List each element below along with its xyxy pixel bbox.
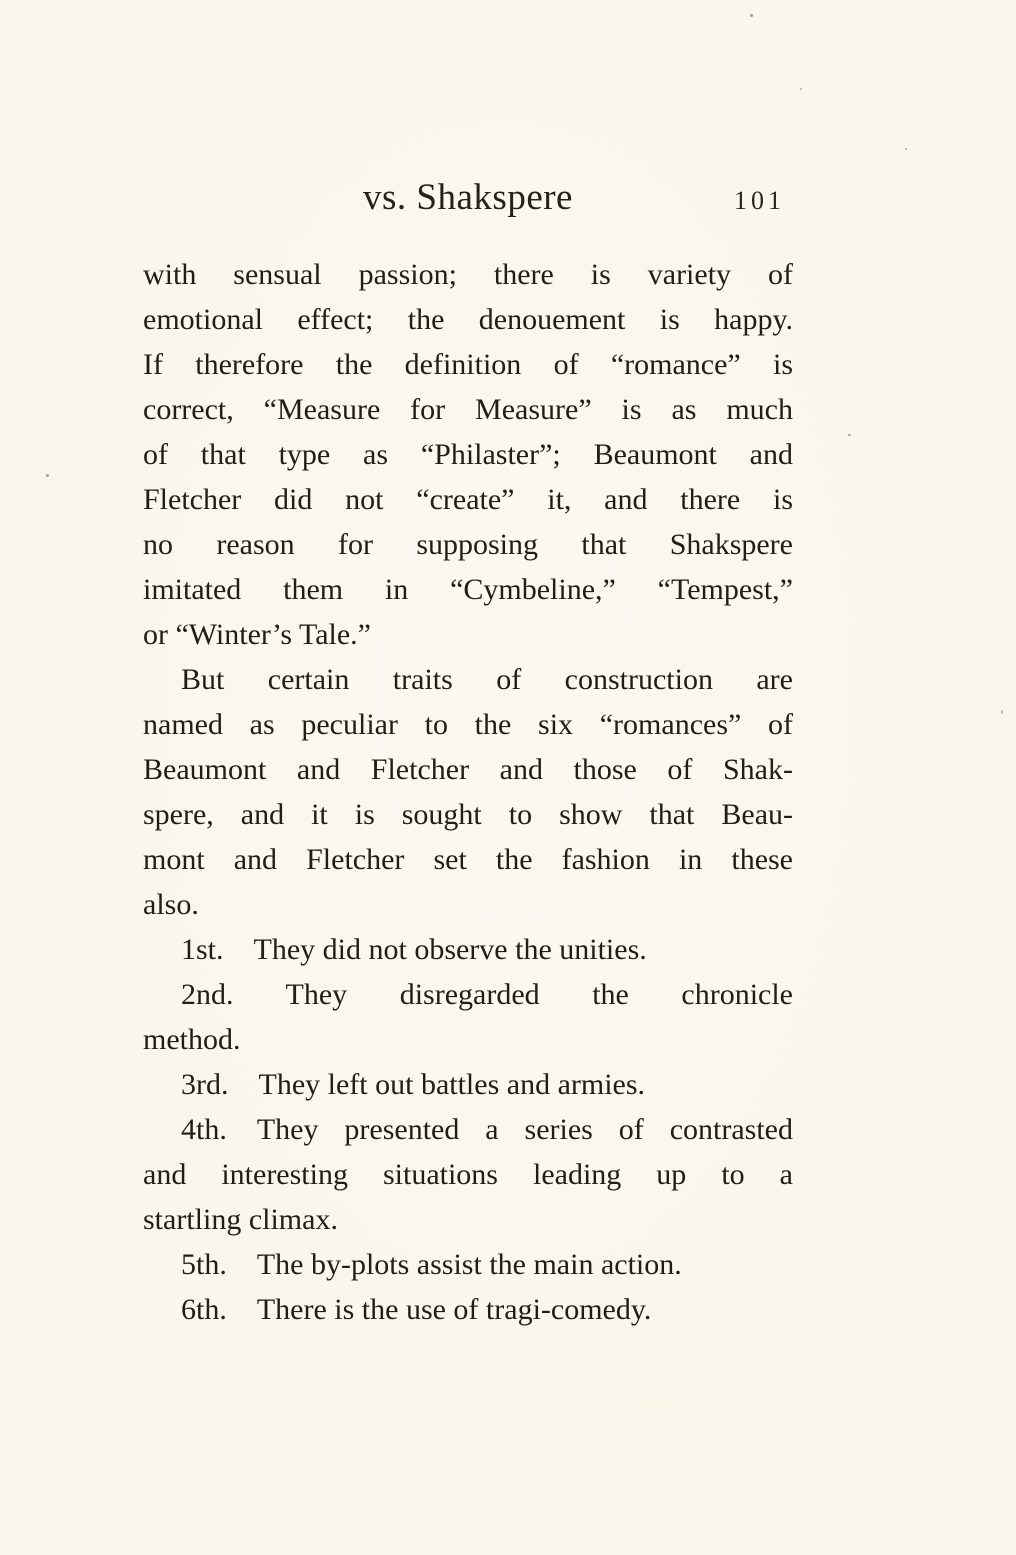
page-title: vs. Shakspere bbox=[363, 177, 573, 218]
text-line: mont and Fletcher set the fashion in these bbox=[143, 843, 793, 876]
text-line: Fletcher did not “create” it, and there is bbox=[143, 483, 793, 516]
text-line: and interesting situations leading up to a bbox=[143, 1158, 793, 1191]
scan-artifact bbox=[1001, 710, 1003, 714]
scan-artifact bbox=[46, 474, 49, 477]
text-line: named as peculiar to the six “romances” of bbox=[143, 708, 793, 741]
text-line: Beaumont and Fletcher and those of Shak- bbox=[143, 753, 793, 786]
text-line: also. bbox=[143, 888, 199, 921]
text-line: emotional effect; the denouement is happy. bbox=[143, 303, 793, 336]
text-line: 4th. They presented a series of contrasted bbox=[181, 1113, 793, 1146]
scan-artifact bbox=[905, 148, 907, 150]
text-line: imitated them in “Cymbeline,” “Tempest,” bbox=[143, 573, 793, 606]
scan-artifact bbox=[750, 14, 753, 17]
text-line: spere, and it is sought to show that Beau- bbox=[143, 798, 793, 831]
text-line: 5th. The by-plots assist the main action. bbox=[181, 1248, 682, 1281]
text-line: or “Winter’s Tale.” bbox=[143, 618, 371, 651]
text-line: If therefore the definition of “romance” is bbox=[143, 348, 793, 381]
scan-artifact bbox=[800, 88, 802, 90]
text-line: of that type as “Philaster”; Beaumont and bbox=[143, 438, 793, 471]
text-line: with sensual passion; there is variety of bbox=[143, 258, 793, 291]
text-line: 2nd. They disregarded the chronicle bbox=[181, 978, 793, 1011]
scan-artifact bbox=[848, 434, 851, 436]
page-number: 101 bbox=[734, 186, 785, 215]
text-line: startling climax. bbox=[143, 1203, 338, 1236]
text-line: no reason for supposing that Shakspere bbox=[143, 528, 793, 561]
page-header bbox=[143, 176, 793, 226]
text-block bbox=[143, 252, 793, 1332]
text-line: But certain traits of construction are bbox=[181, 663, 793, 696]
text-line: 3rd. They left out battles and armies. bbox=[181, 1068, 646, 1101]
text-line: 1st. They did not observe the unities. bbox=[181, 933, 647, 966]
text-line: 6th. There is the use of tragi-comedy. bbox=[181, 1293, 652, 1326]
text-line: correct, “Measure for Measure” is as much bbox=[143, 393, 793, 426]
text-line: method. bbox=[143, 1023, 241, 1056]
